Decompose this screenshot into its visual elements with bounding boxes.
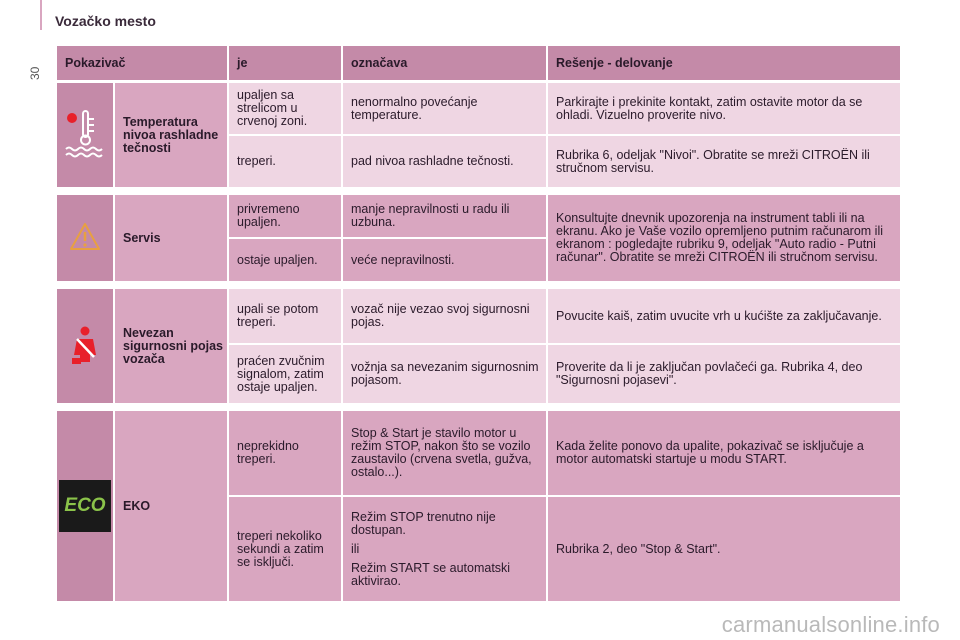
indicator-name: Temperatura nivoa rashladne tečnosti	[115, 83, 229, 189]
service-warning-icon	[68, 221, 102, 256]
state-cell: treperi nekoliko sekundi a zatim se isključi.	[229, 497, 343, 603]
meaning-text: ili	[351, 541, 360, 556]
table-row	[57, 195, 902, 239]
seatbelt-icon	[68, 325, 102, 368]
column-header-resenje: Rešenje - delovanje	[548, 46, 902, 83]
watermark: carmanualsonline.info	[721, 612, 940, 637]
page-title: Vozačko mesto	[55, 13, 156, 29]
action-cell: Konsultujte dnevnik upozorenja na instrument tabli ili na ekranu. Ako je Vaše vozilo opremljeno putnim računarom ili ekranom : pogledajte rubriku 9, odeljak "Auto radio - Putni računar". Obratite se mreži CITROËN ili stručnom servisu.	[548, 195, 902, 283]
icon-cell	[57, 289, 115, 405]
meaning-text: Režim STOP trenutno nije dostupan.	[351, 509, 496, 537]
meaning-cell: pad nivoa rashladne tečnosti.	[343, 136, 548, 189]
eco-icon: ECO	[59, 480, 111, 532]
meaning-text: Režim START se automatski aktivirao.	[351, 560, 511, 588]
icon-cell	[57, 411, 115, 603]
meaning-cell: veće nepravilnosti.	[343, 239, 548, 283]
column-header-je: je	[229, 46, 343, 83]
meaning-cell: vožnja sa nevezanim sigurnosnim pojasom.	[343, 345, 548, 405]
table-row	[57, 83, 902, 136]
state-cell: privremeno upaljen.	[229, 195, 343, 239]
table-row	[57, 411, 902, 497]
state-cell: upaljen sa strelicom u crvenoj zoni.	[229, 83, 343, 136]
indicator-name: Nevezan sigurnosni pojas vozača	[115, 289, 229, 405]
state-cell: praćen zvučnim signalom, zatim ostaje upaljen.	[229, 345, 343, 405]
action-cell: Parkirajte i prekinite kontakt, zatim ostavite motor da se ohladi. Vizuelno proverite nivo.	[548, 83, 902, 136]
header-accent-bar	[40, 0, 42, 30]
table-row	[57, 289, 902, 345]
meaning-cell: Stop & Start je stavilo motor u režim STOP, nakon što se vozilo zaustavilo (crvena svetla, gužva, ostalo...).	[343, 411, 548, 497]
indicator-name: Servis	[115, 195, 229, 283]
meaning-cell: manje nepravilnosti u radu ili uzbuna.	[343, 195, 548, 239]
column-header-oznacava: označava	[343, 46, 548, 83]
icon-cell	[57, 195, 115, 283]
icon-cell	[57, 83, 115, 189]
column-header-pokazivac: Pokazivač	[57, 46, 229, 83]
coolant-temperature-icon	[63, 107, 107, 164]
indicator-name: EKO	[115, 411, 229, 603]
action-cell: Proverite da li je zaključan povlačeći ga. Rubrika 4, deo "Sigurnosni pojasevi".	[548, 345, 902, 405]
warning-lights-table	[57, 46, 902, 603]
action-cell: Kada želite ponovo da upalite, pokazivač se isključuje a motor automatski startuje u modu START.	[548, 411, 902, 497]
state-cell: treperi.	[229, 136, 343, 189]
action-cell: Rubrika 6, odeljak "Nivoi". Obratite se mreži CITROËN ili stručnom servisu.	[548, 136, 902, 189]
state-cell: neprekidno treperi.	[229, 411, 343, 497]
table-header-row	[57, 46, 902, 83]
state-cell: ostaje upaljen.	[229, 239, 343, 283]
meaning-cell	[343, 497, 548, 603]
page-number: 30	[28, 66, 42, 80]
state-cell: upali se potom treperi.	[229, 289, 343, 345]
action-cell: Povucite kaiš, zatim uvucite vrh u kućište za zaključavanje.	[548, 289, 902, 345]
meaning-cell: vozač nije vezao svoj sigurnosni pojas.	[343, 289, 548, 345]
meaning-cell: nenormalno povećanje temperature.	[343, 83, 548, 136]
action-cell: Rubrika 2, deo "Stop & Start".	[548, 497, 902, 603]
